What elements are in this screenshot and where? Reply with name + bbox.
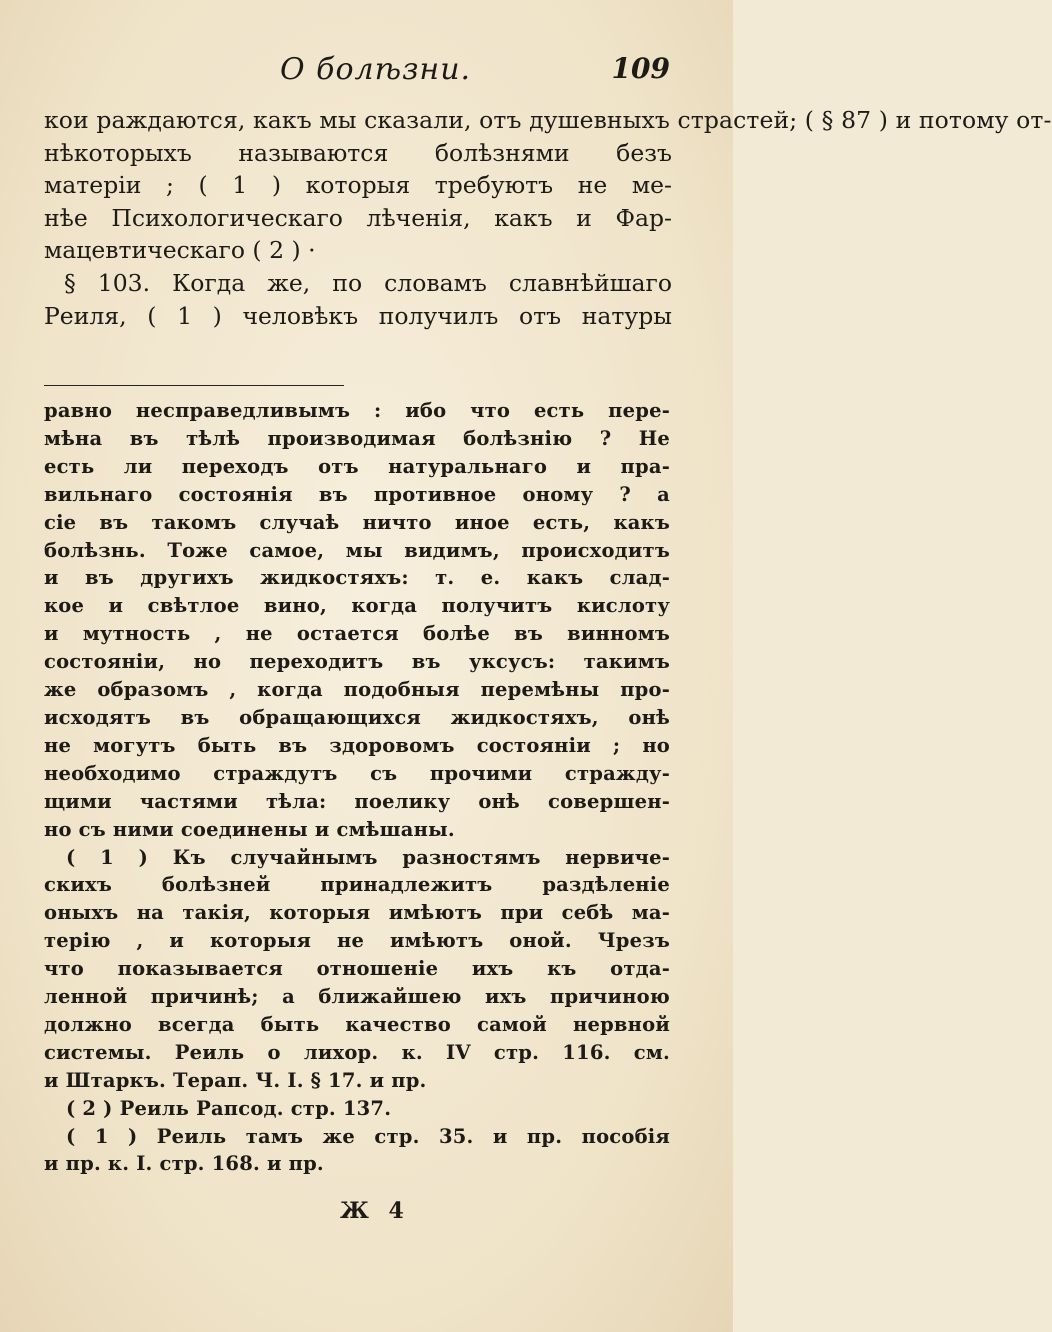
text-line: кои раждаются, какъ мы сказали, отъ душевныхъ страстей; ( § 87 ) и потому от- — [44, 106, 1052, 134]
footnote-separator — [44, 385, 344, 386]
footnote-line: ( 1 ) Реиль тамъ же стр. 35. и пр. пособія — [66, 1124, 670, 1148]
footnote-line: вильнаго состоянія въ противное оному ? а — [44, 482, 670, 506]
footnote-line: системы. Реиль о лихор. к. IV стр. 116. см. — [44, 1040, 670, 1064]
footnote-line: болѣзнь. Тоже самое, мы видимъ, происходитъ — [44, 538, 670, 562]
text-line: нѣкоторыхъ называются болѣзнями безъ — [44, 138, 672, 167]
footnote-line: же образомъ , когда подобныя перемѣны про- — [44, 678, 670, 702]
footnote-line: щими частями тѣла: поелику онѣ совершен- — [44, 789, 670, 813]
printer-signature: Ж 4 — [340, 1198, 410, 1224]
text-line: Реиля, ( 1 ) человѣкъ получилъ отъ натуры — [44, 301, 672, 330]
footnote-line: не могутъ быть въ здоровомъ состояніи ; но — [44, 733, 670, 757]
footnote-line: ленной причинѣ; а ближайшею ихъ причиною — [44, 985, 670, 1009]
footnotes — [44, 397, 670, 1178]
footnote-line: и пр. к. I. стр. 168. и пр. — [44, 1152, 324, 1176]
footnote-line: ( 1 ) Къ случайнымъ разностямъ нервиче- — [66, 845, 670, 869]
footnote-line: и въ другихъ жидкостяхъ: т. е. какъ слад- — [44, 566, 670, 590]
footnote-line: и мутность , не остается болѣе въ винномъ — [44, 622, 670, 646]
footnote-line: состояніи, но переходитъ въ уксусъ: такимъ — [44, 650, 670, 674]
footnote-line: кое и свѣтлое вино, когда получитъ кислоту — [44, 594, 670, 618]
running-head: О болѣзни. — [280, 52, 472, 87]
text-line: мацевтическаго ( 2 ) · — [44, 236, 316, 265]
footnote-line: что показывается отношеніе ихъ къ отда- — [44, 957, 670, 981]
text-line: матеріи ; ( 1 ) которыя требуютъ не ме- — [44, 171, 672, 200]
page-number: 109 — [611, 52, 670, 85]
footnote-line: равно несправедливымъ : ибо что есть пере- — [44, 399, 670, 422]
footnote-line: сіе въ такомъ случаѣ ничто иное есть, какъ — [44, 510, 670, 534]
footnote-line: ( 2 ) Реиль Рапсод. стр. 137. — [66, 1096, 392, 1120]
page-header — [40, 52, 670, 92]
text-line: нѣе Психологическаго лѣченія, какъ и Фар- — [44, 203, 672, 232]
main-text — [44, 104, 1052, 332]
footnote-line: должно всегда быть качество самой нервной — [44, 1012, 670, 1036]
footnote-line: необходимо страждутъ съ прочими стражду- — [44, 761, 670, 785]
footnote-line: но съ ними соединены и смѣшаны. — [44, 817, 455, 841]
footnote-line: мѣна въ тѣлѣ производимая болѣзнію ? Не — [44, 426, 670, 450]
footnote-line: и Штаркъ. Терап. Ч. I. § 17. и пр. — [44, 1068, 427, 1092]
footnote-line: оныхъ на такія, которыя имѣютъ при себѣ ма- — [44, 901, 670, 925]
footnote-line: терію , и которыя не имѣютъ оной. Чрезъ — [44, 929, 670, 953]
footnote-line: есть ли переходъ отъ натуральнаго и пра- — [44, 454, 670, 478]
footnote-line: исходятъ въ обращающихся жидкостяхъ, онѣ — [44, 705, 670, 729]
footnote-line: скихъ болѣзней принадлежитъ раздѣленіе — [44, 873, 670, 897]
text-line: § 103. Когда же, по словамъ славнѣйшаго — [64, 268, 672, 297]
